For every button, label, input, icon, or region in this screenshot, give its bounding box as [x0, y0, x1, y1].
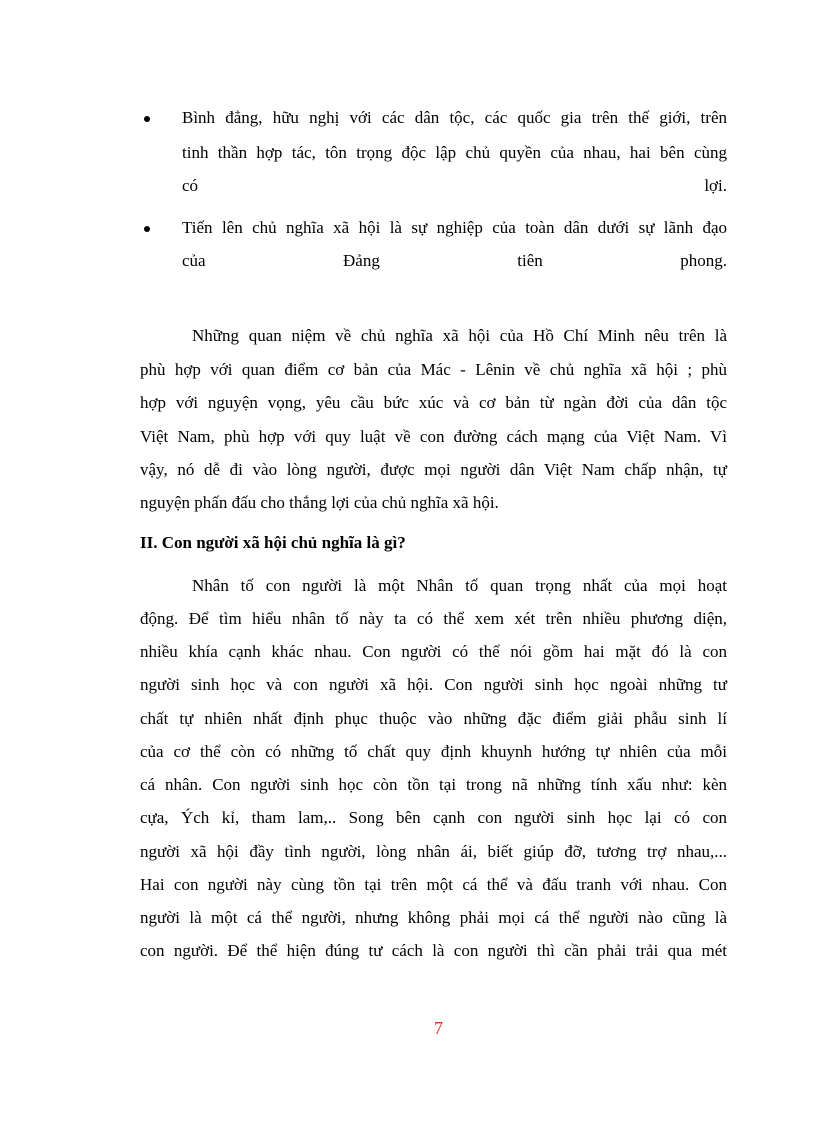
bullet-marker: [144, 226, 150, 232]
page-number: 7: [434, 1018, 443, 1038]
paragraph-2-line: của cơ thể còn có những tố chất quy định khuynh hướng tự nhiên của mỗi: [140, 742, 727, 761]
bullet-1-word: lợi.: [704, 176, 727, 195]
paragraph-2-line: Nhân tố con người là một Nhân tố quan trọng nhất của mọi hoạt: [192, 576, 727, 595]
paragraph-2-line: con người. Để thể hiện đúng tư cách là con người thì cần phải trải qua mét: [140, 941, 727, 960]
bullet-2-line-1: Tiến lên chủ nghĩa xã hội là sự nghiệp của toàn dân dưới sự lãnh đạo: [182, 218, 727, 237]
paragraph-1-line: Những quan niệm về chủ nghĩa xã hội của Hồ Chí Minh nêu trên là: [192, 326, 727, 345]
paragraph-2-line: cựa, Ých kỉ, tham lam,.. Song bên cạnh con người sinh học lại có con: [140, 808, 727, 827]
paragraph-2-line: người là một cá thể người, nhưng không phải mọi cá thể người nào cũng là: [140, 908, 727, 927]
paragraph-1-line: nguyện phấn đấu cho thắng lợi của chủ nghĩa xã hội.: [140, 493, 499, 512]
bullet-2-word: của: [182, 251, 206, 270]
bullet-1-line-2: tinh thần hợp tác, tôn trọng độc lập chủ quyền của nhau, hai bên cùng: [182, 143, 727, 162]
paragraph-2-line: nhiều khía cạnh khác nhau. Con người có thể nói gồm hai mặt đó là con: [140, 642, 727, 661]
paragraph-2-line: chất tự nhiên nhất định phục thuộc vào những đặc điểm giải phẫu sinh lí: [140, 709, 727, 728]
paragraph-2-line: cá nhân. Con người sinh học còn tồn tại trong nã những tính xấu như: kèn: [140, 775, 727, 794]
paragraph-1-line: phù hợp với quan điểm cơ bản của Mác - Lênin về chủ nghĩa xã hội ; phù: [140, 360, 727, 379]
paragraph-2-line: Hai con người này cùng tồn tại trên một cá thể và đấu tranh với nhau. Con: [140, 875, 727, 894]
bullet-1-line-1: Bình đẳng, hữu nghị với các dân tộc, các quốc gia trên thế giới, trên: [182, 108, 727, 127]
bullet-1-line-3: [182, 176, 727, 196]
bullet-2-word: Đảng: [343, 251, 380, 270]
paragraph-2-line: người sinh học và con người xã hội. Con người sinh học ngoài những tư: [140, 675, 727, 694]
paragraph-1-line: Việt Nam, phù hợp với quy luật về con đường cách mạng của Việt Nam. Vì: [140, 427, 727, 446]
section-heading: II. Con người xã hội chủ nghĩa là gì?: [140, 533, 406, 552]
bullet-2-line-2: [182, 251, 727, 271]
paragraph-1-line: hợp với nguyện vọng, yêu cầu bức xúc và cơ bản từ ngàn đời của dân tộc: [140, 393, 727, 412]
paragraph-2-line: người xã hội đầy tình người, lòng nhân ái, biết giúp đỡ, tương trợ nhau,...: [140, 842, 727, 861]
bullet-2-word: tiên: [517, 251, 543, 270]
bullet-2-word: phong.: [680, 251, 727, 270]
bullet-1-word: có: [182, 176, 199, 195]
bullet-marker: [144, 116, 150, 122]
paragraph-1-line: vậy, nó dễ đi vào lòng người, được mọi người dân Việt Nam chấp nhận, tự: [140, 460, 727, 479]
paragraph-2-line: động. Để tìm hiểu nhân tố này ta có thể xem xét trên nhiều phương diện,: [140, 609, 727, 628]
